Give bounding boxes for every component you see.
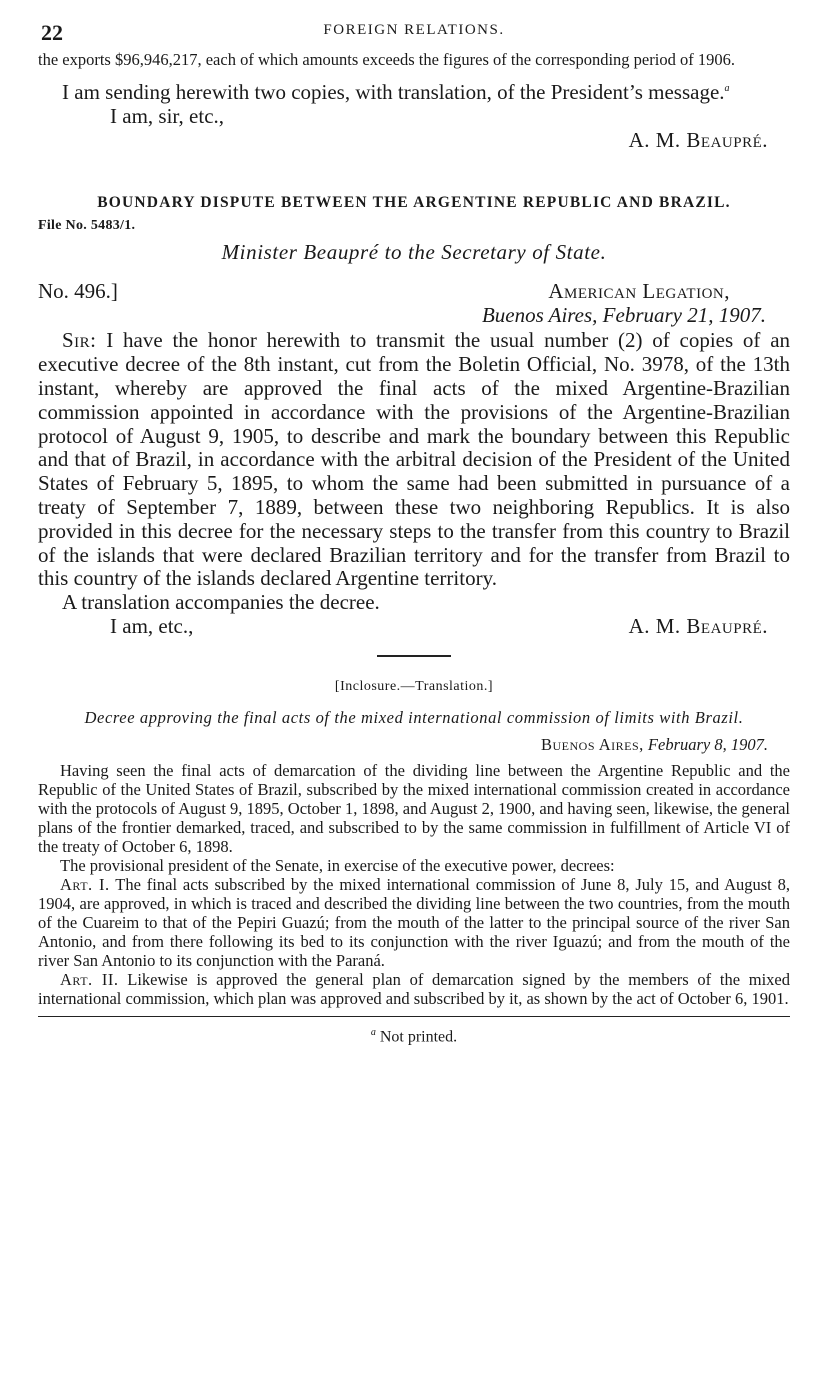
carryover-paragraph: the exports $96,946,217, each of which amounts exceeds the figures of the corresponding period of 1906. bbox=[38, 50, 735, 69]
letter-subheading: Minister Beaupré to the Secretary of State. bbox=[221, 240, 607, 265]
footnote-reference: a bbox=[724, 83, 730, 94]
footnote-rule bbox=[38, 1016, 790, 1017]
sending-text: I am sending herewith two copies, with translation, of the President’s message. bbox=[62, 80, 725, 104]
inclosure-label: [Inclosure.—Translation.] bbox=[334, 678, 494, 694]
section-heading: BOUNDARY DISPUTE BETWEEN THE ARGENTINE REPUBLIC AND BRAZIL. bbox=[97, 194, 731, 212]
letter-signature: A. M. Beaupré. bbox=[628, 613, 768, 638]
article-1-text: The final acts subscribed by the mixed international commission of June 8, July 15, and August 8, 1904, are approved, in which is traced and described the dividing line between the two countries, from the mouth of the Cuareim to that of the Pepiri Guazú; from the mouth of the latter to the principal source of the river San Antonio, and from there following its bed to its conjunction with the river Iguazú; and from the mouth of the river San Antonio to its conjunction with the Paraná. bbox=[38, 875, 791, 971]
decree-dateline bbox=[38, 735, 790, 755]
section-divider bbox=[377, 655, 451, 657]
document-page bbox=[38, 14, 790, 1047]
article-2-label: Art. II. bbox=[60, 970, 119, 990]
place-and-date: Buenos Aires, February 21, 1907. bbox=[481, 303, 766, 328]
decree-article-2 bbox=[38, 970, 790, 1008]
translation-note: A translation accompanies the decree. bbox=[62, 590, 380, 615]
letter-dateline bbox=[38, 279, 790, 327]
running-title: FOREIGN RELATIONS. bbox=[323, 22, 505, 38]
article-2-text: Likewise is approved the general plan of demarcation signed by the members of the mixed international commission, which plan was approved and subscribed by it, as shown by the act of October 6, 1901. bbox=[38, 970, 790, 1009]
decree-city: Buenos Aires, bbox=[541, 735, 644, 755]
running-head bbox=[38, 14, 790, 48]
file-number: File No. 5483/1. bbox=[38, 218, 136, 234]
letter-body-text: I have the honor herewith to transmit the usual number (2) of copies of an executive decree of the 8th instant, cut from the Boletin Official, No. 3978, of the 13th instant, whereby are approved the final acts of the mixed Argentine-Brazilian commission appointed in accordance with the provisions of the Argentine-Brazilian protocol of August 9, 1905, to describe and mark the boundary between this Republic and that of Brazil, in accordance with the arbitral decision of the President of the United States of February 5, 1895, to whom the same had been submitted in pursuance of a treaty of September 7, 1889, between these two neighboring Republics. It is also provided in this decree for the necessary steps to the transfer from this country to Brazil of the islands that were declared Brazilian territory and for the transfer from Brazil to this country of the islands declared Argentine territory. bbox=[38, 328, 791, 591]
decree-paragraph-1: Having seen the final acts of demarcation of the dividing line between the Argentine Republic and the Republic of the United States of Brazil, subscribed by the mixed international commission created in accordance with the protocols of August 9, 1895, October 1, 1898, and August 2, 1900, and having seen, likewise, the general plans of the frontier demarked, traced, and subscribed to by the same commission in fulfillment of Article VI of the treaty of October 6, 1898. bbox=[38, 761, 790, 857]
dispatch-number: No. 496.] bbox=[38, 279, 118, 304]
closing-line: I am, sir, etc., bbox=[110, 103, 225, 128]
letter-closing-row bbox=[38, 615, 790, 641]
letter-body bbox=[38, 329, 790, 591]
article-1-label: Art. I. bbox=[60, 875, 110, 895]
decree-date: February 8, 1907. bbox=[647, 735, 768, 755]
decree-paragraph-2: The provisional president of the Senate, in exercise of the executive power, decrees: bbox=[60, 856, 615, 876]
salutation: Sir: bbox=[62, 328, 97, 353]
footnote-mark: a bbox=[370, 1027, 376, 1039]
footnote-text: Not printed. bbox=[379, 1028, 458, 1046]
page-number: 22 bbox=[41, 20, 63, 45]
decree-title: Decree approving the final acts of the mixed international commission of limits with Brazil. bbox=[84, 707, 744, 727]
decree-article-1 bbox=[38, 875, 790, 970]
letter-closing: I am, etc., bbox=[110, 613, 194, 638]
sending-paragraph bbox=[38, 77, 790, 105]
footnote bbox=[38, 1027, 790, 1046]
legation-name: American Legation, bbox=[548, 279, 730, 304]
signature: A. M. Beaupré. bbox=[628, 127, 768, 152]
